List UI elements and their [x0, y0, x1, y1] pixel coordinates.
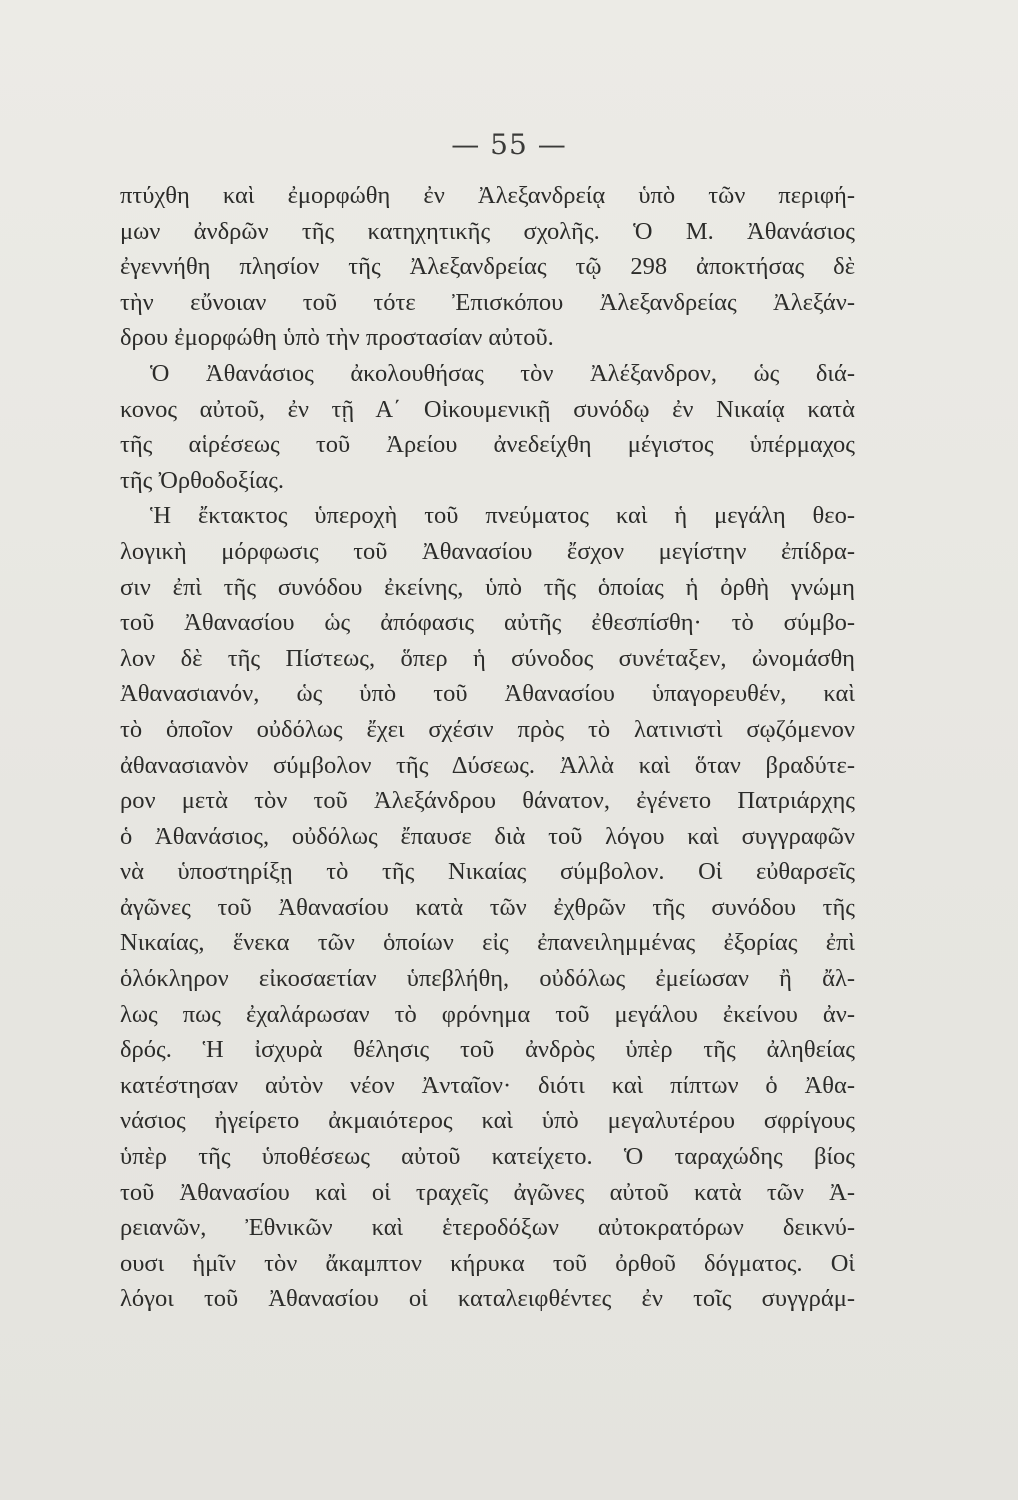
text-line: ουσι ἡμῖν τὸν ἄκαμπτον κήρυκα τοῦ ὀρθοῦ δόγματος. Οἱ — [120, 1249, 855, 1277]
paragraph-start-line: Ὁ Ἀθανάσιος ἀκολουθήσας τὸν Ἀλέξανδρον, ὡς διά- — [150, 359, 855, 387]
text-line: νὰ ὑποστηρίξῃ τὸ τῆς Νικαίας σύμβολον. Οἱ εὐθαρσεῖς — [120, 858, 855, 886]
body-text — [120, 178, 855, 1317]
paragraph-start-line: Ἡ ἔκτακτος ὑπεροχὴ τοῦ πνεύματος καὶ ἡ μεγάλη θεο- — [150, 502, 855, 530]
text-line: λογικὴ μόρφωσις τοῦ Ἀθανασίου ἔσχον μεγίστην ἐπίδρα- — [120, 537, 855, 565]
text-line: ὑπὲρ τῆς ὑποθέσεως αὐτοῦ κατείχετο. Ὁ ταραχώδης βίος — [120, 1143, 855, 1171]
text-line: λόγοι τοῦ Ἀθανασίου οἱ καταλειφθέντες ἐν τοῖς συγγράμ- — [120, 1285, 855, 1313]
text-line: νάσιος ἠγείρετο ἀκμαιότερος καὶ ὑπὸ μεγαλυτέρου σφρίγους — [120, 1107, 855, 1135]
text-line: λον δὲ τῆς Πίστεως, ὅπερ ἡ σύνοδος συνέταξεν, ὠνομάσθη — [120, 644, 855, 672]
text-line: σιν ἐπὶ τῆς συνόδου ἐκείνης, ὑπὸ τῆς ὁποίας ἡ ὀρθὴ γνώμη — [120, 573, 855, 601]
text-line: ρον μετὰ τὸν τοῦ Ἀλεξάνδρου θάνατον, ἐγένετο Πατριάρχης — [120, 787, 855, 815]
text-line: τοῦ Ἀθανασίου ὡς ἀπόφασις αὐτῆς ἐθεσπίσθη· τὸ σύμβο- — [120, 609, 855, 637]
text-line: τοῦ Ἀθανασίου καὶ οἱ τραχεῖς ἀγῶνες αὐτοῦ κατὰ τῶν Ἀ- — [120, 1178, 855, 1206]
text-line: τὸ ὁποῖον οὐδόλως ἔχει σχέσιν πρὸς τὸ λατινιστὶ σῳζόμενον — [120, 715, 855, 743]
text-line: πτύχθη καὶ ἐμορφώθη ἐν Ἀλεξανδρείᾳ ὑπὸ τῶν περιφή- — [120, 182, 855, 209]
text-line: μων ἀνδρῶν τῆς κατηχητικῆς σχολῆς. Ὁ Μ. Ἀθανάσιος — [120, 217, 855, 245]
text-line: δρός. Ἡ ἰσχυρὰ θέλησις τοῦ ἀνδρὸς ὑπὲρ τῆς ἀληθείας — [120, 1036, 855, 1064]
text-line: λως πως ἐχαλάρωσαν τὸ φρόνημα τοῦ μεγάλου ἐκείνου ἀν- — [120, 1000, 855, 1028]
text-line: Ἀθανασιανόν, ὡς ὑπὸ τοῦ Ἀθανασίου ὑπαγορευθέν, καὶ — [120, 680, 855, 708]
text-line: ἀγῶνες τοῦ Ἀθανασίου κατὰ τῶν ἐχθρῶν τῆς συνόδου τῆς — [120, 893, 855, 921]
text-line: Νικαίας, ἕνεκα τῶν ὁποίων εἰς ἐπανειλημμένας ἐξορίας ἐπὶ — [120, 929, 855, 957]
text-line: κατέστησαν αὐτὸν νέον Ἀνταῖον· διότι καὶ πίπτων ὁ Ἀθα- — [120, 1071, 855, 1099]
text-line: κονος αὐτοῦ, ἐν τῇ Α΄ Οἰκουμενικῇ συνόδῳ ἐν Νικαίᾳ κατὰ — [120, 395, 855, 423]
page-number: — 55 — — [451, 128, 567, 161]
text-line: ἐγεννήθη πλησίον τῆς Ἀλεξανδρείας τῷ 298 ἀποκτήσας δὲ — [120, 253, 855, 281]
text-line: δρου ἐμορφώθη ὑπὸ τὴν προστασίαν αὐτοῦ. — [120, 324, 554, 352]
text-line: ρειανῶν, Ἐθνικῶν καὶ ἑτεροδόξων αὐτοκρατόρων δεικνύ- — [120, 1214, 855, 1242]
text-line: τῆς αἱρέσεως τοῦ Ἀρείου ἀνεδείχθη μέγιστος ὑπέρμαχος — [120, 431, 855, 459]
text-line: ὁλόκληρον εἰκοσαετίαν ὑπεβλήθη, οὐδόλως ἐμείωσαν ἢ ἄλ- — [120, 965, 855, 993]
text-line: τῆς Ὀρθοδοξίας. — [120, 466, 285, 494]
text-line: ὁ Ἀθανάσιος, οὐδόλως ἔπαυσε διὰ τοῦ λόγου καὶ συγγραφῶν — [120, 822, 855, 850]
text-line: ἀθανασιανὸν σύμβολον τῆς Δύσεως. Ἀλλὰ καὶ ὅταν βραδύτε- — [120, 751, 855, 779]
text-line: τὴν εὔνοιαν τοῦ τότε Ἐπισκόπου Ἀλεξανδρείας Ἀλεξάν- — [120, 288, 855, 316]
